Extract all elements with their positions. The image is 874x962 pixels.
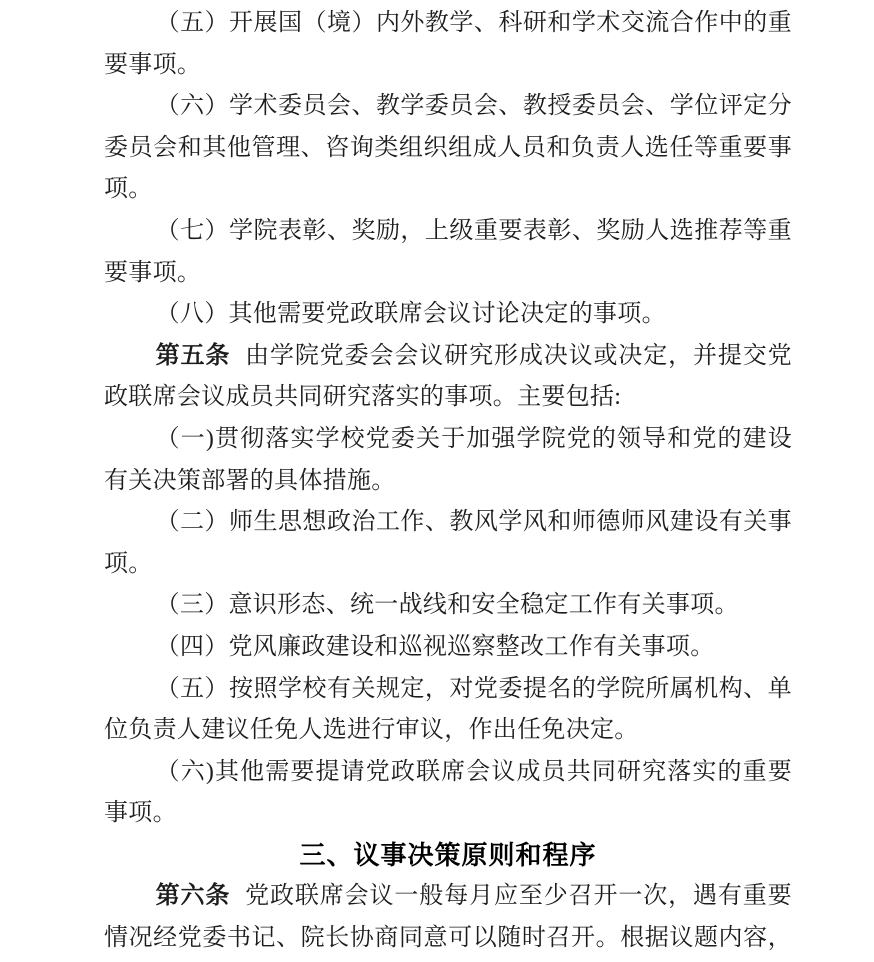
text-line — [104, 627, 792, 669]
line-text: （五）开展国（境）内外教学、科研和学术交流合作中的重 — [155, 10, 792, 36]
text-line — [104, 918, 792, 960]
text-line — [104, 336, 792, 378]
line-text: 有关决策部署的具体措施。 — [104, 467, 396, 494]
line-text: 政联席会议成员共同研究落实的事项。主要包括: — [104, 384, 622, 411]
text-line — [104, 585, 792, 627]
line-text: 情况经党委书记、院长协商同意可以随时召开。根据议题内容， — [104, 925, 792, 952]
text-line — [104, 876, 792, 918]
line-text: 项。 — [104, 550, 153, 577]
article-number: 第五条 — [155, 342, 231, 369]
text-line — [104, 128, 792, 170]
text-line — [104, 502, 792, 544]
text-line — [104, 253, 792, 295]
line-text: 由学院党委会会议研究形成决议或决定，并提交党 — [245, 342, 792, 369]
text-line — [104, 544, 792, 586]
line-text: 要事项。 — [104, 51, 202, 78]
line-text: 项。 — [104, 176, 153, 203]
text-line — [104, 669, 792, 711]
line-text: （三）意识形态、统一战线和安全稳定工作有关事项。 — [155, 592, 739, 619]
text-line — [104, 294, 792, 336]
text-line — [104, 461, 792, 503]
text-line — [104, 86, 792, 128]
line-text: 位负责人建议任免人选进行审议，作出任免决定。 — [104, 717, 639, 744]
line-text: （五）按照学校有关规定，对党委提名的学院所属机构、单 — [155, 675, 792, 702]
text-line — [104, 377, 792, 419]
text-line — [104, 710, 792, 752]
line-text: （六)其他需要提请党政联席会议成员共同研究落实的重要 — [155, 758, 792, 785]
text-line — [104, 3, 792, 45]
text-line — [104, 211, 792, 253]
line-text: （六）学术委员会、教学委员会、教授委员会、学位评定分 — [155, 93, 792, 120]
text-line — [104, 752, 792, 794]
line-text: 党政联席会议一般每月应至少召开一次，遇有重要 — [245, 883, 792, 910]
line-text: 事项。 — [104, 800, 177, 827]
line-text: （七）学院表彰、奖励，上级重要表彰、奖励人选推荐等重 — [155, 217, 792, 244]
line-text: 要事项。 — [104, 259, 202, 286]
line-text: （八）其他需要党政联席会议讨论决定的事项。 — [155, 301, 666, 328]
line-text: 委员会和其他管理、咨询类组织组成人员和负责人选任等重要事 — [104, 134, 792, 161]
line-text: （四）党风廉政建设和巡视巡察整改工作有关事项。 — [155, 633, 715, 660]
text-line — [104, 45, 792, 87]
line-text: （二）师生思想政治工作、教风学风和师德师风建设有关事 — [155, 509, 792, 536]
article-number: 第六条 — [155, 883, 231, 910]
text-line — [104, 793, 792, 835]
text-line — [104, 169, 792, 211]
line-text: （一)贯彻落实学校党委关于加强学院党的领导和党的建设 — [155, 425, 792, 452]
section-heading-text: 三、议事决策原则和程序 — [299, 839, 597, 870]
section-heading — [104, 835, 792, 877]
text-line — [104, 419, 792, 461]
